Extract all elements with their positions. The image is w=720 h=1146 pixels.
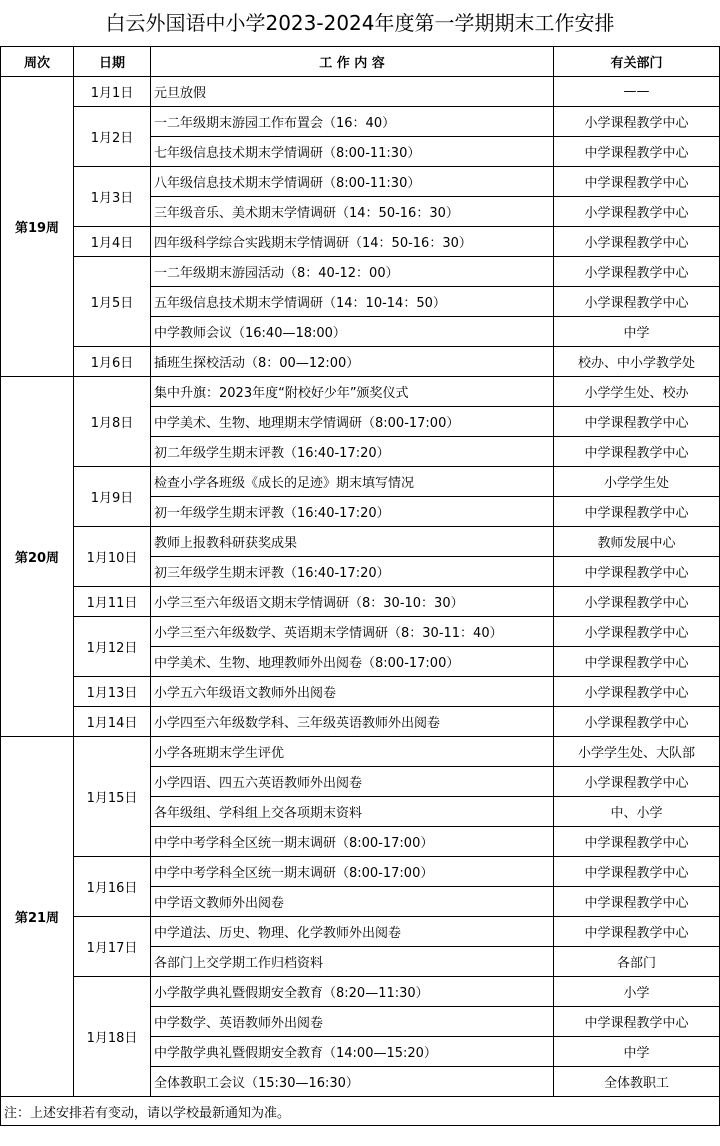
task-cell: 四年级科学综合实践期末学情调研（14：50-16：30） (151, 227, 554, 257)
week-label: 第21周 (1, 737, 74, 1097)
header-date: 日期 (74, 47, 151, 77)
table-row (1, 617, 720, 647)
table-row (1, 467, 720, 497)
dept-cell: 中学课程教学中心 (554, 1007, 720, 1037)
date-cell: 1月17日 (74, 917, 151, 977)
week-label: 第20周 (1, 377, 74, 737)
task-cell: 小学散学典礼暨假期安全教育（8:20—11:30） (151, 977, 554, 1007)
task-cell: 全体教职工会议（15:30—16:30） (151, 1067, 554, 1097)
task-cell: 小学五六年级语文教师外出阅卷 (151, 677, 554, 707)
dept-cell: 中学课程教学中心 (554, 137, 720, 167)
dept-cell: 校办、中小学教学处 (554, 347, 720, 377)
task-cell: 小学三至六年级语文期末学情调研（8：30-10：30） (151, 587, 554, 617)
dept-cell: —— (554, 77, 720, 107)
date-cell: 1月15日 (74, 737, 151, 857)
task-cell: 集中升旗：2023年度“附校好少年”颁奖仪式 (151, 377, 554, 407)
task-cell: 中学美术、生物、地理期末学情调研（8:00-17:00） (151, 407, 554, 437)
header-task: 工 作 内 容 (151, 47, 554, 77)
task-cell: 中学中考学科全区统一期末调研（8:00-17:00） (151, 857, 554, 887)
dept-cell: 中学课程教学中心 (554, 407, 720, 437)
table-row (1, 917, 720, 947)
table-row (1, 857, 720, 887)
dept-cell: 中学课程教学中心 (554, 497, 720, 527)
dept-cell: 中学课程教学中心 (554, 557, 720, 587)
task-cell: 中学道法、历史、物理、化学教师外出阅卷 (151, 917, 554, 947)
date-cell: 1月6日 (74, 347, 151, 377)
header-week: 周次 (1, 47, 74, 77)
task-cell: 七年级信息技术期末学情调研（8:00-11:30） (151, 137, 554, 167)
task-cell: 元旦放假 (151, 77, 554, 107)
table-row (1, 107, 720, 137)
date-cell: 1月14日 (74, 707, 151, 737)
task-cell: 检查小学各班级《成长的足迹》期末填写情况 (151, 467, 554, 497)
dept-cell: 中学课程教学中心 (554, 437, 720, 467)
date-cell: 1月1日 (74, 77, 151, 107)
dept-cell: 小学课程教学中心 (554, 587, 720, 617)
dept-cell: 小学课程教学中心 (554, 677, 720, 707)
table-row (1, 77, 720, 107)
table-row (1, 257, 720, 287)
table-row (1, 707, 720, 737)
note-row (1, 1097, 720, 1126)
dept-cell: 中学课程教学中心 (554, 167, 720, 197)
dept-cell: 中学 (554, 317, 720, 347)
date-cell: 1月2日 (74, 107, 151, 167)
table-row (1, 227, 720, 257)
dept-cell: 小学课程教学中心 (554, 707, 720, 737)
schedule-body (1, 77, 720, 1097)
dept-cell: 小学课程教学中心 (554, 257, 720, 287)
task-cell: 中学数学、英语教师外出阅卷 (151, 1007, 554, 1037)
table-row (1, 587, 720, 617)
task-cell: 中学散学典礼暨假期安全教育（14:00—15:20） (151, 1037, 554, 1067)
task-cell: 初三年级学生期末评教（16:40-17:20） (151, 557, 554, 587)
date-cell: 1月11日 (74, 587, 151, 617)
date-cell: 1月10日 (74, 527, 151, 587)
dept-cell: 小学课程教学中心 (554, 287, 720, 317)
task-cell: 中学教师会议（16:40—18:00） (151, 317, 554, 347)
dept-cell: 全体教职工 (554, 1067, 720, 1097)
task-cell: 一二年级期末游园活动（8：40-12：00） (151, 257, 554, 287)
table-row (1, 737, 720, 767)
table-row (1, 377, 720, 407)
dept-cell: 小学学生处、大队部 (554, 737, 720, 767)
date-cell: 1月5日 (74, 257, 151, 347)
date-cell: 1月4日 (74, 227, 151, 257)
header-dept: 有关部门 (554, 47, 720, 77)
task-cell: 插班生探校活动（8：00—12:00） (151, 347, 554, 377)
dept-cell: 小学课程教学中心 (554, 767, 720, 797)
dept-cell: 各部门 (554, 947, 720, 977)
dept-cell: 中学 (554, 1037, 720, 1067)
date-cell: 1月18日 (74, 977, 151, 1097)
date-cell: 1月13日 (74, 677, 151, 707)
task-cell: 小学各班期末学生评优 (151, 737, 554, 767)
schedule-table (0, 46, 720, 1126)
header-row (1, 47, 720, 77)
dept-cell: 小学课程教学中心 (554, 107, 720, 137)
task-cell: 初一年级学生期末评教（16:40-17:20） (151, 497, 554, 527)
task-cell: 五年级信息技术期末学情调研（14：10-14：50） (151, 287, 554, 317)
task-cell: 小学四至六年级数学科、三年级英语教师外出阅卷 (151, 707, 554, 737)
table-row (1, 527, 720, 557)
week-label: 第19周 (1, 77, 74, 377)
task-cell: 各部门上交学期工作归档资料 (151, 947, 554, 977)
date-cell: 1月12日 (74, 617, 151, 677)
dept-cell: 小学课程教学中心 (554, 227, 720, 257)
task-cell: 教师上报教科研获奖成果 (151, 527, 554, 557)
task-cell: 各年级组、学科组上交各项期末资料 (151, 797, 554, 827)
page-title: 白云外国语中小学2023-2024年度第一学期期末工作安排 (105, 11, 615, 35)
dept-cell: 小学 (554, 977, 720, 1007)
note-text: 注：上述安排若有变动，请以学校最新通知为准。 (1, 1097, 720, 1126)
date-cell: 1月16日 (74, 857, 151, 917)
table-row (1, 347, 720, 377)
task-cell: 八年级信息技术期末学情调研（8:00-11:30） (151, 167, 554, 197)
task-cell: 中学美术、生物、地理教师外出阅卷（8:00-17:00） (151, 647, 554, 677)
task-cell: 一二年级期末游园工作布置会（16：40） (151, 107, 554, 137)
dept-cell: 小学课程教学中心 (554, 617, 720, 647)
table-row (1, 167, 720, 197)
dept-cell: 中、小学 (554, 797, 720, 827)
dept-cell: 小学课程教学中心 (554, 197, 720, 227)
table-row (1, 977, 720, 1007)
dept-cell: 小学学生处、校办 (554, 377, 720, 407)
task-cell: 中学语文教师外出阅卷 (151, 887, 554, 917)
dept-cell: 中学课程教学中心 (554, 857, 720, 887)
date-cell: 1月9日 (74, 467, 151, 527)
dept-cell: 中学课程教学中心 (554, 827, 720, 857)
task-cell: 小学四语、四五六英语教师外出阅卷 (151, 767, 554, 797)
dept-cell: 中学课程教学中心 (554, 647, 720, 677)
task-cell: 三年级音乐、美术期末学情调研（14：50-16：30） (151, 197, 554, 227)
date-cell: 1月3日 (74, 167, 151, 227)
dept-cell: 中学课程教学中心 (554, 887, 720, 917)
dept-cell: 小学学生处 (554, 467, 720, 497)
task-cell: 中学中考学科全区统一期末调研（8:00-17:00） (151, 827, 554, 857)
task-cell: 初二年级学生期末评教（16:40-17:20） (151, 437, 554, 467)
dept-cell: 中学课程教学中心 (554, 917, 720, 947)
table-row (1, 677, 720, 707)
dept-cell: 教师发展中心 (554, 527, 720, 557)
date-cell: 1月8日 (74, 377, 151, 467)
task-cell: 小学三至六年级数学、英语期末学情调研（8：30-11：40） (151, 617, 554, 647)
